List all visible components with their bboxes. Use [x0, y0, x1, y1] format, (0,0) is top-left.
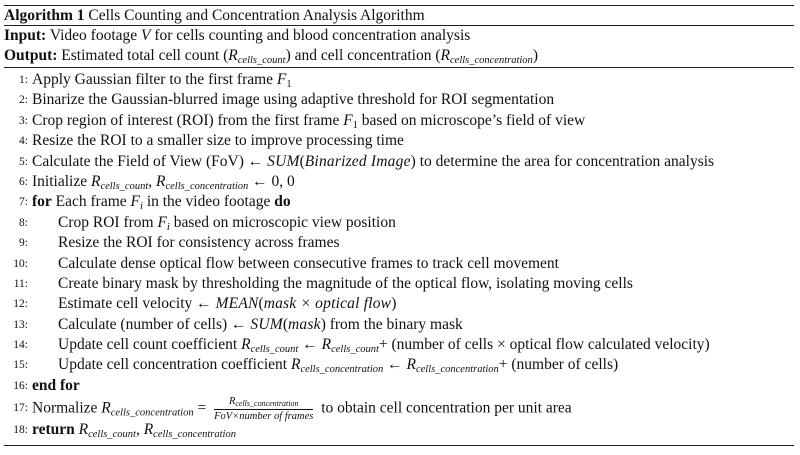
output-var: R: [440, 47, 450, 64]
step-4: [4, 131, 794, 151]
step-var: R: [290, 356, 301, 374]
step-text-part: in the video footage: [142, 193, 275, 211]
step-text: Calculate dense optical flow between consecutive frames to track cell movement: [58, 254, 559, 272]
step-func-arg: mask: [288, 315, 321, 333]
step-sub: i: [140, 201, 143, 213]
step-5: [4, 152, 794, 172]
line-number: 13:: [13, 318, 28, 331]
step-text: [32, 420, 236, 445]
output-var: R: [228, 47, 238, 64]
frac-sub: cells_concentration: [235, 399, 299, 409]
step-func: MEAN: [215, 295, 259, 313]
step-15: [4, 355, 794, 375]
step-sub: cells_concentration: [415, 364, 499, 376]
line-number: 3:: [19, 114, 28, 127]
step-6: [4, 172, 794, 192]
step-text: [32, 376, 80, 396]
input-text: Video footage: [49, 27, 142, 44]
output-text-mid: ) and cell concentration (: [285, 47, 441, 64]
step-var: F: [276, 71, 287, 88]
header-rule: [4, 67, 794, 68]
step-var: F: [343, 111, 353, 129]
line-number: 9:: [19, 237, 28, 250]
output-sub: cells_count: [237, 55, 286, 66]
line-number: 17:: [13, 402, 28, 415]
step-text-part: based on microscope’s field of view: [357, 111, 586, 129]
step-12: [4, 294, 794, 314]
keyword-return: return: [32, 421, 75, 439]
step-var: R: [156, 172, 166, 190]
step-14: [4, 335, 794, 355]
fraction-numerator: [214, 396, 313, 410]
step-2: [4, 90, 794, 110]
input-text-end: for cells counting and blood concentration analysis: [150, 27, 471, 44]
step-text-part: Calculate (number of cells) ←: [58, 315, 251, 333]
keyword-end-for: end for: [32, 376, 80, 394]
step-text-part: Calculate the Field of View (FoV) ←: [32, 152, 268, 170]
step-text-part: + (number of cells × optical flow calculated velocity): [378, 336, 710, 354]
keyword-do: do: [274, 193, 291, 211]
step-text: Estimate cell velocity ← MEAN(mask × optical flow): [58, 295, 397, 313]
step-var: R: [143, 421, 154, 439]
step-sub: cells_count: [100, 180, 149, 192]
line-number: 11:: [13, 277, 28, 290]
step-text-part: Update cell concentration coefficient: [58, 356, 291, 374]
step-var: R: [78, 421, 89, 439]
step-13: [4, 315, 794, 335]
step-text-part: ← 0, 0: [248, 172, 295, 190]
step-8: [4, 213, 794, 233]
line-number: 1:: [19, 74, 28, 86]
step-var: R: [101, 399, 111, 417]
step-var: F: [157, 213, 167, 231]
step-text-part: Each frame: [51, 193, 131, 211]
step-text: Resize the ROI to a smaller size to improve processing time: [32, 132, 404, 150]
step-text-part: Crop region of interest (ROI) from the first frame: [32, 111, 344, 129]
fraction-denominator: FoV×number of frames: [214, 411, 314, 423]
line-number: 16:: [13, 379, 28, 392]
step-sep: ,: [135, 421, 144, 439]
input-line: [4, 26, 794, 45]
step-var: R: [406, 356, 416, 374]
step-text-part: Update cell count coefficient: [58, 336, 242, 354]
step-3: [4, 111, 794, 131]
step-text-part: from the binary mask: [325, 315, 463, 333]
algorithm-title: Cells Counting and Concentration Analysis Algorithm: [88, 7, 425, 24]
line-number: 5:: [19, 155, 28, 168]
step-7: [4, 192, 794, 212]
step-var: R: [321, 336, 332, 354]
line-number: 10:: [13, 257, 28, 270]
step-sub: 1: [352, 119, 358, 131]
line-number: 8:: [19, 216, 28, 229]
step-sub: cells_concentration: [165, 180, 249, 192]
step-text-part: Estimate cell velocity ←: [58, 295, 216, 313]
input-label: Input:: [4, 27, 47, 44]
algorithm-label: Algorithm 1: [4, 7, 85, 24]
step-sub: i: [166, 221, 170, 233]
step-text-part: Apply Gaussian filter to the first frame: [32, 71, 277, 88]
step-1: [4, 70, 794, 90]
step-17: [4, 396, 794, 423]
step-sub: cells_concentration: [300, 364, 384, 376]
step-arrow: ←: [298, 336, 322, 354]
frac-var: R: [228, 396, 236, 408]
step-eq: =: [193, 399, 211, 417]
step-sub: cells_concentration: [110, 407, 194, 419]
step-text-part: Crop ROI from: [58, 213, 158, 231]
step-16: [4, 376, 794, 396]
step-text-part: + (number of cells): [498, 356, 619, 374]
step-text: Calculate the Field of View (FoV) ← SUM(Binarized Image) to determine the area for concentration analysis: [32, 152, 715, 170]
step-sub: cells_count: [88, 429, 136, 441]
step-text: Binarize the Gaussian-blurred image using adaptive threshold for ROI segmentation: [32, 91, 555, 109]
output-line: [4, 45, 794, 67]
output-label: Output:: [4, 47, 58, 64]
step-text-part: Normalize: [32, 399, 102, 417]
step-func: SUM: [267, 152, 300, 170]
line-number: 12:: [13, 298, 28, 311]
step-var: R: [241, 336, 251, 354]
step-sub: 1: [286, 79, 292, 90]
step-func-arg: mask × optical flow: [263, 295, 392, 313]
line-number: 15:: [13, 359, 28, 372]
step-text-part: to obtain cell concentration per unit area: [317, 399, 572, 417]
line-number: 6:: [19, 175, 28, 188]
step-var: F: [130, 193, 141, 211]
step-text-part: based on microscopic view position: [169, 213, 396, 231]
output-sub: cells_concentration: [450, 55, 533, 66]
line-number: 14:: [13, 339, 28, 352]
step-text-part: to determine the area for concentration analysis: [415, 152, 715, 170]
step-text-part: Initialize: [32, 172, 91, 190]
step-sub: cells_count: [331, 344, 379, 356]
output-text-end: ): [532, 47, 538, 64]
step-18: [4, 420, 794, 440]
line-number: 4:: [19, 135, 28, 148]
line-number: 18:: [13, 424, 28, 437]
step-sub: cells_count: [250, 344, 299, 356]
step-func: SUM: [250, 315, 283, 333]
algorithm-caption: [4, 6, 794, 25]
step-var: R: [90, 172, 101, 190]
output-text: Estimated total cell count (: [61, 47, 229, 64]
input-var: V: [141, 27, 151, 44]
line-number: 2:: [19, 94, 28, 107]
step-arrow: ←: [383, 356, 407, 374]
algorithm-box: [4, 5, 794, 446]
step-9: [4, 233, 794, 253]
step-10: [4, 254, 794, 274]
step-text: Calculate (number of cells) ← SUM(mask) from the binary mask: [58, 315, 463, 333]
step-sep: ,: [148, 172, 157, 190]
keyword-for: for: [32, 193, 52, 211]
step-sub: cells_concentration: [153, 429, 236, 441]
step-text: Resize the ROI for consistency across frames: [58, 234, 340, 252]
fraction: [214, 396, 313, 422]
step-text: Create binary mask by thresholding the magnitude of the optical flow, isolating moving cells: [58, 274, 633, 292]
step-func-arg: Binarized Image: [304, 152, 411, 170]
line-number: 7:: [19, 196, 28, 209]
step-11: [4, 274, 794, 294]
